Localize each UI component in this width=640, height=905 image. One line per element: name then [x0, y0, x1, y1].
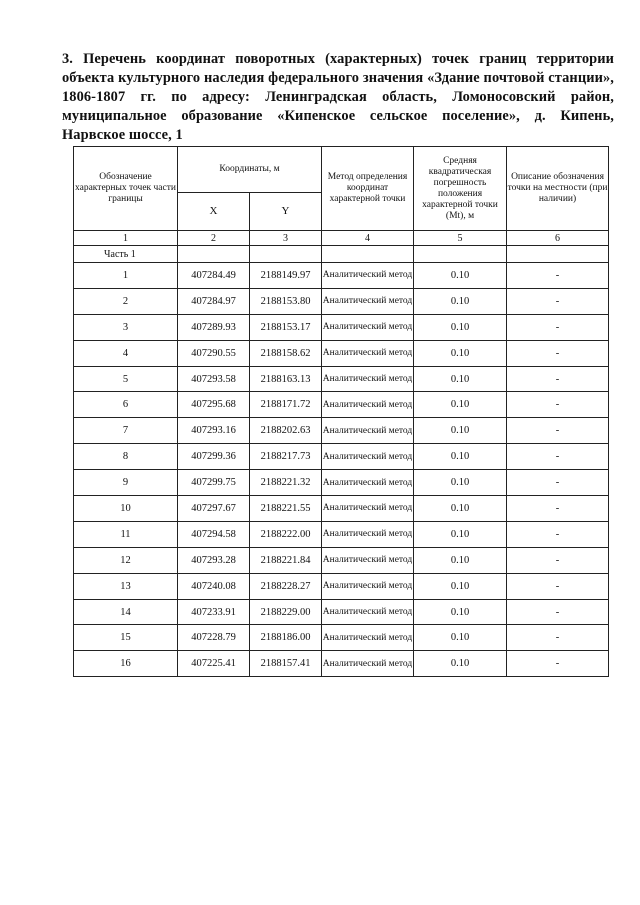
description-cell: - — [507, 496, 609, 522]
part-row — [74, 246, 609, 263]
coord-x: 407290.55 — [178, 340, 250, 366]
method-cell: Аналитический метод — [322, 314, 414, 340]
description-cell: - — [507, 392, 609, 418]
header-x: X — [178, 193, 250, 231]
coord-x: 407295.68 — [178, 392, 250, 418]
description-cell: - — [507, 521, 609, 547]
table-row — [74, 573, 609, 599]
method-cell: Аналитический метод — [322, 599, 414, 625]
coord-y: 2188157.41 — [250, 651, 322, 677]
coord-x: 407240.08 — [178, 573, 250, 599]
column-number: 2 — [178, 231, 250, 246]
header-designation: Обозначение характерных точек части границы — [74, 147, 178, 231]
method-cell: Аналитический метод — [322, 625, 414, 651]
point-number: 14 — [74, 599, 178, 625]
empty-cell — [178, 246, 250, 263]
coord-x: 407228.79 — [178, 625, 250, 651]
description-cell: - — [507, 547, 609, 573]
method-cell: Аналитический метод — [322, 263, 414, 289]
method-cell: Аналитический метод — [322, 288, 414, 314]
method-cell: Аналитический метод — [322, 651, 414, 677]
description-cell: - — [507, 366, 609, 392]
column-number: 5 — [414, 231, 507, 246]
point-number: 3 — [74, 314, 178, 340]
coord-y: 2188229.00 — [250, 599, 322, 625]
description-cell: - — [507, 625, 609, 651]
error-cell: 0.10 — [414, 573, 507, 599]
point-number: 5 — [74, 366, 178, 392]
description-cell: - — [507, 599, 609, 625]
point-number: 6 — [74, 392, 178, 418]
method-cell: Аналитический метод — [322, 547, 414, 573]
description-cell: - — [507, 418, 609, 444]
document-heading: 3. Перечень координат поворотных (характерных) точек границ территории объекта культурного наследия федерального значения «Здание почтовой станции», 1806-1807 гг. по адресу: Ленинградская область, Ломоносовский район, муниципальное образование «Кипенское сельское поселение», д. Кипень, Нарвское шоссе, 1 — [62, 51, 614, 143]
coord-y: 2188171.72 — [250, 392, 322, 418]
error-cell: 0.10 — [414, 314, 507, 340]
empty-cell — [250, 246, 322, 263]
error-cell: 0.10 — [414, 444, 507, 470]
coord-x: 407284.49 — [178, 263, 250, 289]
table-row — [74, 651, 609, 677]
coord-x: 407299.36 — [178, 444, 250, 470]
point-number: 8 — [74, 444, 178, 470]
coord-y: 2188163.13 — [250, 366, 322, 392]
description-cell: - — [507, 470, 609, 496]
point-number: 15 — [74, 625, 178, 651]
error-cell: 0.10 — [414, 366, 507, 392]
error-cell: 0.10 — [414, 651, 507, 677]
error-cell: 0.10 — [414, 496, 507, 522]
error-cell: 0.10 — [414, 418, 507, 444]
coord-y: 2188221.84 — [250, 547, 322, 573]
coord-y: 2188221.55 — [250, 496, 322, 522]
description-cell: - — [507, 573, 609, 599]
table-row — [74, 263, 609, 289]
coord-y: 2188158.62 — [250, 340, 322, 366]
error-cell: 0.10 — [414, 288, 507, 314]
header-coordinates: Координаты, м — [178, 147, 322, 193]
coord-x: 407297.67 — [178, 496, 250, 522]
table-row — [74, 314, 609, 340]
description-cell: - — [507, 444, 609, 470]
table-row — [74, 599, 609, 625]
method-cell: Аналитический метод — [322, 392, 414, 418]
header-description: Описание обозначения точки на местности (при наличии) — [507, 147, 609, 231]
coord-x: 407293.16 — [178, 418, 250, 444]
coord-x: 407294.58 — [178, 521, 250, 547]
method-cell: Аналитический метод — [322, 340, 414, 366]
coord-y: 2188153.80 — [250, 288, 322, 314]
error-cell: 0.10 — [414, 470, 507, 496]
empty-cell — [414, 246, 507, 263]
error-cell: 0.10 — [414, 340, 507, 366]
method-cell: Аналитический метод — [322, 444, 414, 470]
table-row — [74, 418, 609, 444]
coord-y: 2188217.73 — [250, 444, 322, 470]
point-number: 7 — [74, 418, 178, 444]
error-cell: 0.10 — [414, 263, 507, 289]
coord-y: 2188202.63 — [250, 418, 322, 444]
method-cell: Аналитический метод — [322, 366, 414, 392]
coordinates-table — [73, 146, 609, 677]
error-cell: 0.10 — [414, 625, 507, 651]
coord-x: 407289.93 — [178, 314, 250, 340]
coord-y: 2188153.17 — [250, 314, 322, 340]
table-row — [74, 444, 609, 470]
point-number: 4 — [74, 340, 178, 366]
description-cell: - — [507, 314, 609, 340]
method-cell: Аналитический метод — [322, 521, 414, 547]
column-number: 4 — [322, 231, 414, 246]
method-cell: Аналитический метод — [322, 470, 414, 496]
point-number: 13 — [74, 573, 178, 599]
table-row — [74, 366, 609, 392]
header-y: Y — [250, 193, 322, 231]
header-error: Средняя квадратическая погрешность положения характерной точки (Mt), м — [414, 147, 507, 231]
table-row — [74, 340, 609, 366]
coord-x: 407293.58 — [178, 366, 250, 392]
empty-cell — [507, 246, 609, 263]
method-cell: Аналитический метод — [322, 573, 414, 599]
part-label: Часть 1 — [74, 246, 178, 263]
coord-x: 407299.75 — [178, 470, 250, 496]
table-row — [74, 547, 609, 573]
method-cell: Аналитический метод — [322, 496, 414, 522]
error-cell: 0.10 — [414, 521, 507, 547]
method-cell: Аналитический метод — [322, 418, 414, 444]
table-row — [74, 625, 609, 651]
coord-y: 2188228.27 — [250, 573, 322, 599]
description-cell: - — [507, 263, 609, 289]
point-number: 12 — [74, 547, 178, 573]
coord-y: 2188222.00 — [250, 521, 322, 547]
coord-y: 2188149.97 — [250, 263, 322, 289]
column-number: 3 — [250, 231, 322, 246]
point-number: 11 — [74, 521, 178, 547]
empty-cell — [322, 246, 414, 263]
point-number: 1 — [74, 263, 178, 289]
coord-x: 407284.97 — [178, 288, 250, 314]
point-number: 2 — [74, 288, 178, 314]
coord-y: 2188221.32 — [250, 470, 322, 496]
error-cell: 0.10 — [414, 599, 507, 625]
header-method: Метод определения координат характерной точки — [322, 147, 414, 231]
table-row — [74, 521, 609, 547]
coord-x: 407293.28 — [178, 547, 250, 573]
table-row — [74, 288, 609, 314]
table-row — [74, 470, 609, 496]
coord-x: 407233.91 — [178, 599, 250, 625]
column-number-row — [74, 231, 609, 246]
description-cell: - — [507, 651, 609, 677]
point-number: 9 — [74, 470, 178, 496]
description-cell: - — [507, 288, 609, 314]
table-row — [74, 392, 609, 418]
table-row — [74, 496, 609, 522]
coord-x: 407225.41 — [178, 651, 250, 677]
coord-y: 2188186.00 — [250, 625, 322, 651]
column-number: 1 — [74, 231, 178, 246]
error-cell: 0.10 — [414, 392, 507, 418]
column-number: 6 — [507, 231, 609, 246]
error-cell: 0.10 — [414, 547, 507, 573]
point-number: 16 — [74, 651, 178, 677]
point-number: 10 — [74, 496, 178, 522]
description-cell: - — [507, 340, 609, 366]
